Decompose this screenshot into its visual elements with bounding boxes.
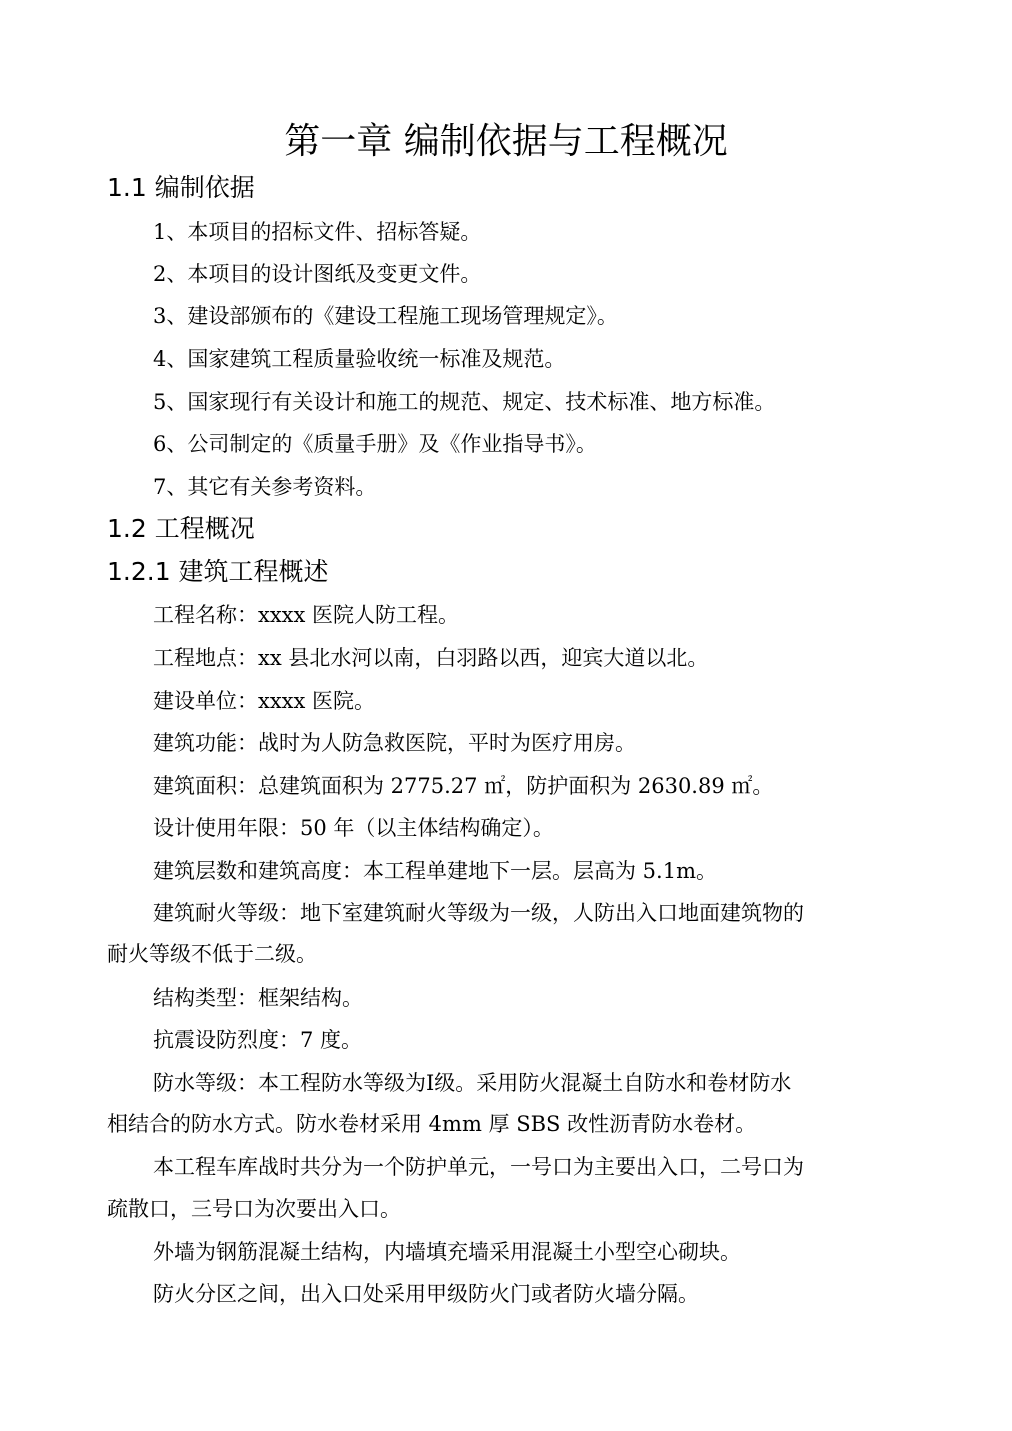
basis-item-5: 5、国家现行有关设计和施工的规范、规定、技术标准、地方标准。	[153, 390, 776, 414]
basis-item-1: 1、本项目的招标文件、招标答疑。	[153, 220, 482, 244]
section-heading-1-1: 1.1 编制依据	[107, 173, 255, 202]
overview-line-project-name: 工程名称：xxxx 医院人防工程。	[153, 603, 460, 627]
overview-line-walls: 外墙为钢筋混凝土结构，内墙填充墙采用混凝土小型空心砌块。	[153, 1240, 741, 1264]
overview-line-owner: 建设单位：xxxx 医院。	[153, 689, 376, 713]
basis-item-2: 2、本项目的设计图纸及变更文件。	[153, 262, 482, 286]
chapter-title: 第一章 编制依据与工程概况	[284, 121, 728, 162]
section-heading-1-2: 1.2 工程概况	[107, 514, 255, 543]
basis-item-3: 3、建设部颁布的《建设工程施工现场管理规定》。	[153, 304, 618, 328]
overview-line-fire-rating: 建筑耐火等级：地下室建筑耐火等级为一级，人防出入口地面建筑物的	[153, 901, 804, 925]
overview-line-seismic: 抗震设防烈度：7 度。	[153, 1028, 363, 1052]
overview-line-location: 工程地点：xx 县北水河以南，白羽路以西，迎宾大道以北。	[153, 646, 709, 670]
section-heading-1-2-1: 1.2.1 建筑工程概述	[107, 557, 329, 586]
basis-item-7: 7、其它有关参考资料。	[153, 475, 377, 499]
overview-line-waterproof: 防水等级：本工程防水等级为Ⅰ级。采用防火混凝土自防水和卷材防水	[153, 1071, 792, 1095]
overview-line-service-life: 设计使用年限：50 年（以主体结构确定）。	[153, 816, 554, 840]
basis-item-6: 6、公司制定的《质量手册》及《作业指导书》。	[153, 432, 597, 456]
overview-line-fire-zones: 防火分区之间，出入口处采用甲级防火门或者防火墙分隔。	[153, 1282, 699, 1306]
overview-line-fire-rating-cont: 耐火等级不低于二级。	[107, 942, 317, 966]
overview-line-protection-unit-cont: 疏散口，三号口为次要出入口。	[107, 1197, 401, 1221]
overview-line-area: 建筑面积：总建筑面积为 2775.27 ㎡，防护面积为 2630.89 ㎡。	[153, 774, 774, 798]
overview-line-protection-unit: 本工程车库战时共分为一个防护单元，一号口为主要出入口，二号口为	[153, 1155, 804, 1179]
overview-line-floors: 建筑层数和建筑高度：本工程单建地下一层。层高为 5.1m。	[153, 859, 717, 883]
overview-line-function: 建筑功能：战时为人防急救医院，平时为医疗用房。	[153, 731, 636, 755]
overview-line-structure: 结构类型：框架结构。	[153, 986, 363, 1010]
overview-line-waterproof-cont: 相结合的防水方式。防水卷材采用 4mm 厚 SBS 改性沥青防水卷材。	[107, 1112, 757, 1136]
basis-item-4: 4、国家建筑工程质量验收统一标准及规范。	[153, 347, 566, 371]
